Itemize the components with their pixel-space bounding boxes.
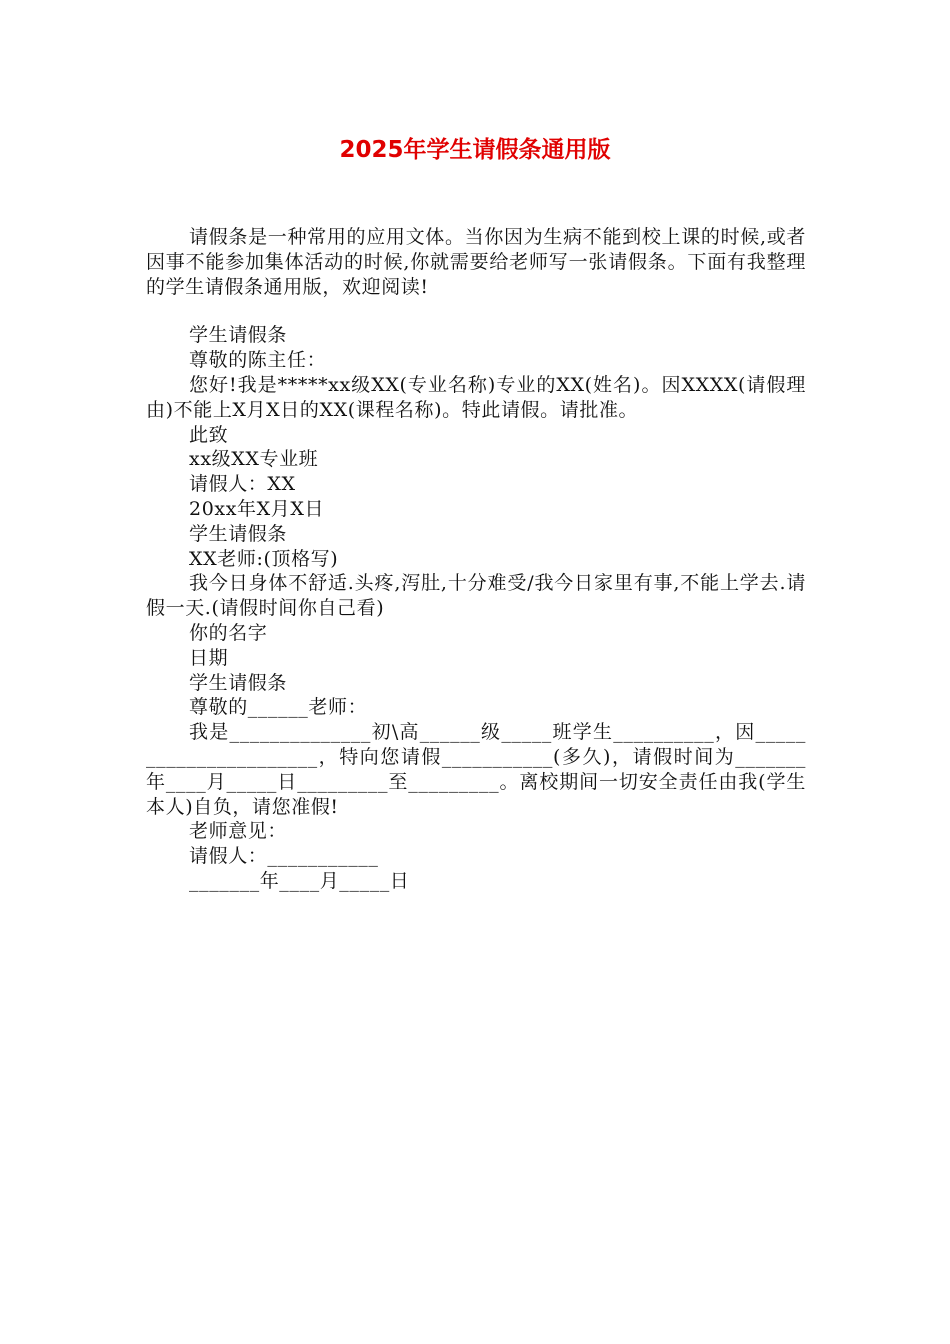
sample1-date: 20xx年X月X日 — [189, 497, 325, 520]
sample1-applicant: 请假人：XX — [189, 473, 296, 496]
sample3-body: 我是______________初\高______级_____班学生__________，因______________________，特向您请假___________(多久)，请假时间为_______年____月_____日_________至_________。离校期间一切安全责任由我(学生本人)自负，请您准假! — [146, 721, 806, 818]
sample3-date: _______年____月_____日 — [189, 869, 410, 892]
sample3-teacher-opinion: 老师意见： — [189, 820, 288, 843]
document-title: 2025年学生请假条通用版 — [339, 137, 611, 163]
sample1-closing: 此致 — [189, 423, 229, 446]
sample2-date: 日期 — [189, 646, 229, 669]
sample2-name: 你的名字 — [189, 621, 268, 644]
intro-paragraph: 请假条是一种常用的应用文体。当你因为生病不能到校上课的时候,或者因事不能参加集体活动的时候,你就需要给老师写一张请假条。下面有我整理的学生请假条通用版，欢迎阅读! — [146, 226, 806, 298]
sample1-class: xx级XX专业班 — [189, 448, 319, 471]
sample3-heading: 学生请假条 — [189, 671, 288, 694]
sample2-salutation: XX老师:(顶格写) — [189, 547, 339, 570]
sample3-salutation: 尊敬的______老师： — [189, 696, 368, 719]
sample1-salutation: 尊敬的陈主任： — [189, 349, 327, 372]
sample1-body: 您好!我是*****xx级XX(专业名称)专业的XX(姓名)。因XXXX(请假理由)不能上X月X日的XX(课程名称)。特此请假。请批准。 — [146, 373, 806, 421]
sample3-applicant: 请假人：___________ — [189, 845, 379, 868]
sample2-heading: 学生请假条 — [189, 522, 288, 545]
document-body — [146, 225, 806, 894]
paragraph-gap — [146, 299, 806, 323]
sample2-body: 我今日身体不舒适.头疼,泻肚,十分难受/我今日家里有事,不能上学去.请假一天.(请假时间你自己看) — [146, 572, 806, 620]
sample1-heading: 学生请假条 — [189, 324, 288, 347]
